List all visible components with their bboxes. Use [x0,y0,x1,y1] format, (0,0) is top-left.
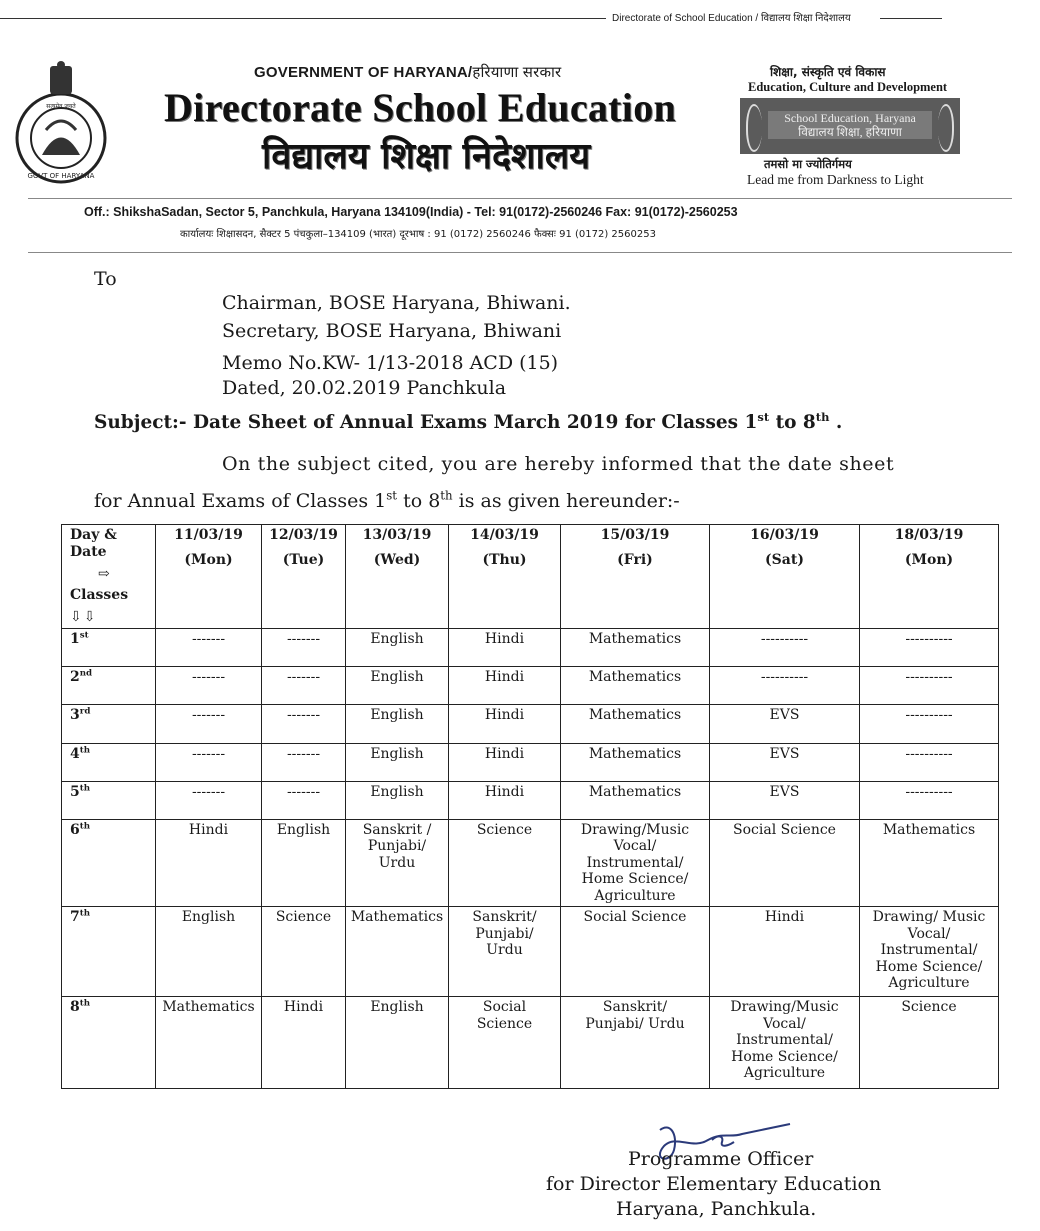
subject-cell: ------- [262,666,346,704]
subject-cell: English [346,781,449,819]
class-cell: 3rd [62,704,156,743]
subject-cell: EVS [710,781,860,819]
class-cell: 4th [62,743,156,781]
table-row [62,666,999,704]
class-cell: 7th [62,907,156,997]
address-english: Off.: ShikshaSadan, Sector 5, Panchkula, Haryana 134109(India) - Tel: 91(0172)-2560246 Fax: 91(0172)-2560253 [84,205,738,219]
subject-cell: ------- [156,781,262,819]
subject-cell: Hindi [156,819,262,907]
subject-cell: English [346,666,449,704]
table-row [62,997,999,1089]
subject-line: Subject:- Date Sheet of Annual Exams March 2019 for Classes 1st to 8th . [94,409,843,433]
subject-cell: Hindi [449,666,561,704]
divider [28,252,1012,253]
subject-cell: Hindi [262,997,346,1089]
subject-cell: EVS [710,743,860,781]
arrow-right-icon: ⇨ [98,566,110,582]
emblem-text-bottom: GOVT OF HARYANA [27,172,95,180]
date-header: 11/03/19 (Mon) [156,525,262,629]
date-header: 18/03/19 (Mon) [860,525,999,629]
subject-cell: English [346,743,449,781]
top-rule [0,18,606,19]
emblem-text-top: सत्यमेव जयते [46,103,76,110]
subject-cell: Mathematics [156,997,262,1089]
date-header: 16/03/19 (Sat) [710,525,860,629]
subject-cell: Hindi [449,628,561,666]
subject-cell: Drawing/Music Vocal/ Instrumental/ Home Science/ Agriculture [710,997,860,1089]
corner-cell: Day & Date ⇨ Classes ⇩⇩ [62,525,156,629]
subject-cell: ---------- [860,704,999,743]
subject-cell: ---------- [710,628,860,666]
subject-cell: ------- [262,704,346,743]
table-row [62,743,999,781]
memo-number: Memo No.KW- 1/13-2018 ACD (15) [222,352,559,374]
subject-cell: ------- [262,628,346,666]
recipient-1: Chairman, BOSE Haryana, Bhiwani. [222,292,571,314]
signatory-line-3: Haryana, Panchkula. [616,1198,817,1220]
table-row [62,704,999,743]
subject-cell: Science [860,997,999,1089]
subject-cell: Sanskrit / Punjabi/ Urdu [346,819,449,907]
page-title: Directorate School Education [164,85,677,130]
subject-cell: Social Science [710,819,860,907]
tagline-hindi: शिक्षा, संस्कृति एवं विकास [770,65,886,79]
subject-cell: Sanskrit/ Punjabi/ Urdu [561,997,710,1089]
subject-cell: EVS [710,704,860,743]
subject-cell: Hindi [449,743,561,781]
class-cell: 2nd [62,666,156,704]
date-header: 13/03/19 (Wed) [346,525,449,629]
date-header: 14/03/19 (Thu) [449,525,561,629]
logo-line-1: School Education, Haryana [784,111,916,125]
subject-cell: Hindi [449,781,561,819]
subject-cell: ------- [156,743,262,781]
recipient-2: Secretary, BOSE Haryana, Bhiwani [222,320,562,342]
class-cell: 1st [62,628,156,666]
date-header: 15/03/19 (Fri) [561,525,710,629]
subject-cell: Drawing/Music Vocal/ Instrumental/ Home Science/ Agriculture [561,819,710,907]
logo-line-2: विद्यालय शिक्षा, हरियाणा [798,125,902,139]
subject-cell: Science [449,819,561,907]
subject-cell: Science [262,907,346,997]
signatory-designation: Programme Officer [628,1148,814,1170]
subject-cell: ------- [262,781,346,819]
subject-cell: Hindi [449,704,561,743]
memo-date: Dated, 20.02.2019 Panchkula [222,377,507,399]
subject-cell: ------- [156,704,262,743]
subject-cell: Social Science [449,997,561,1089]
subject-cell: ---------- [710,666,860,704]
haryana-emblem-icon [12,60,110,184]
class-cell: 5th [62,781,156,819]
subject-cell: Mathematics [860,819,999,907]
class-cell: 6th [62,819,156,907]
subject-cell: English [346,997,449,1089]
subject-cell: ---------- [860,781,999,819]
paragraph-line-1: On the subject cited, you are hereby informed that the date sheet [222,453,895,475]
gov-heading: GOVERNMENT OF HARYANA/हरियाणा सरकार [254,64,562,81]
subject-cell: Social Science [561,907,710,997]
motto-english: Lead me from Darkness to Light [747,172,924,187]
subject-cell: Hindi [710,907,860,997]
subject-cell: Mathematics [561,781,710,819]
table-row [62,819,999,907]
address-hindi: कार्यालयः शिक्षासदन, सैक्टर 5 पंचकुला–134109 (भारत) दूरभाष : 91 (0172) 2560246 फैक्सः 91 (0172) 2560253 [180,229,656,240]
subject-cell: ---------- [860,628,999,666]
salutation: To [94,268,117,290]
subject-cell: English [346,704,449,743]
subject-cell: English [262,819,346,907]
running-header: Directorate of School Education / विद्यालय शिक्षा निदेशालय [612,13,851,24]
top-rule-right [880,18,942,19]
subject-cell: ------- [156,666,262,704]
subject-cell: Mathematics [346,907,449,997]
subject-cell: Mathematics [561,628,710,666]
table-row [62,781,999,819]
motto-hindi: तमसो मा ज्योतिर्गमय [764,157,852,171]
subject-cell: ---------- [860,666,999,704]
page-title-hindi: विद्यालय शिक्षा निदेशालय [262,136,591,177]
tagline-english: Education, Culture and Development [748,80,948,94]
date-sheet-table [61,524,999,1089]
table-row [62,907,999,997]
subject-cell: ------- [262,743,346,781]
subject-cell: ---------- [860,743,999,781]
subject-cell: ------- [156,628,262,666]
subject-cell: Sanskrit/ Punjabi/ Urdu [449,907,561,997]
signatory-line-2: for Director Elementary Education [546,1173,882,1195]
header-row [62,525,999,629]
subject-cell: English [346,628,449,666]
class-cell: 8th [62,997,156,1089]
arrow-down-icon: ⇩⇩ [70,609,98,625]
department-logo [740,98,960,154]
subject-cell: Drawing/ Music Vocal/ Instrumental/ Home Science/ Agriculture [860,907,999,997]
subject-cell: English [156,907,262,997]
divider [28,198,1012,199]
subject-cell: Mathematics [561,704,710,743]
table-row [62,628,999,666]
paragraph-line-2: for Annual Exams of Classes 1st to 8th is as given hereunder:- [94,488,680,512]
subject-cell: Mathematics [561,666,710,704]
subject-cell: Mathematics [561,743,710,781]
date-header: 12/03/19 (Tue) [262,525,346,629]
